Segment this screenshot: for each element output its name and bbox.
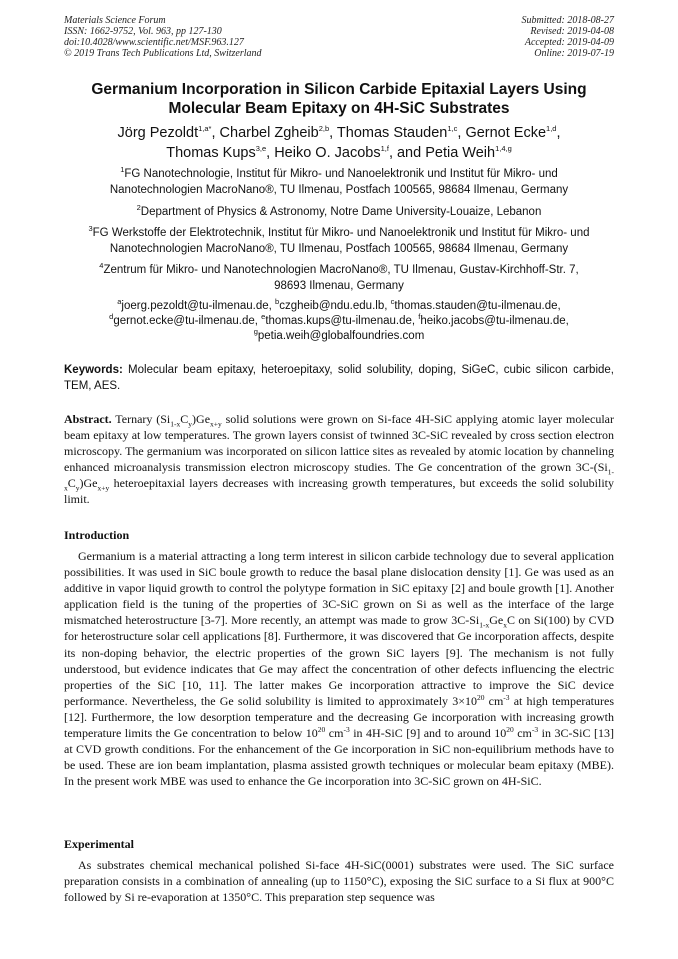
accepted-date: Accepted: 2019-04-09: [524, 37, 614, 48]
emails-line-1: [50, 299, 628, 314]
author-affil-mark: 2,b: [318, 124, 330, 134]
authors-line-1: [40, 123, 638, 143]
online-date: Online: 2019-07-19: [534, 48, 614, 59]
title-line-2: Molecular Beam Epitaxy on 4H-SiC Substrates: [168, 100, 510, 117]
superscript: -3: [503, 692, 510, 702]
affil-text: Nanotechnologien MacroNano®, TU Ilmenau, Postfach 100565, 98684 Ilmenau, Germany: [109, 184, 569, 196]
authors-line-2: [40, 143, 638, 163]
section-heading-introduction: Introduction: [64, 528, 130, 542]
body-text: Germanium is a material attracting a long term interest in silicon carbide technology due to several application possibilities. It was used in SiC boule growth to reduce the basal plane dislocation density [1]. Ge was used as an additive in vapor liquid growth to control the polytype formation in SiC epitaxy [2] and boule growth [1]. Another application field is the tuning of the properties of 3C-SiC grown on Si as well as the interface of the large mismatched heterostructure [3-7]. More recently, an attempt was made to grow 3C-Si: [64, 549, 614, 628]
affil-text: FG Werkstoffe der Elektrotechnik, Institut für Mikro- und Nanoelektronik und Institut für Mikro- und: [92, 227, 590, 239]
abstract-text: C: [67, 476, 76, 491]
email-mark: f: [418, 312, 421, 322]
author-affil-mark: 1,f: [380, 144, 389, 154]
introduction-paragraph: [64, 548, 614, 789]
subscript: x+y: [210, 419, 222, 429]
title-line-1: Germanium Incorporation in Silicon Carbide Epitaxial Layers Using: [91, 81, 587, 98]
paper-title: [50, 80, 628, 118]
affil-number: 2: [136, 203, 141, 213]
affil-number: 1: [120, 165, 125, 175]
keywords-label: Keywords:: [64, 364, 123, 376]
email-mark: g: [253, 327, 258, 337]
author-name: Petia Weih: [425, 145, 496, 161]
affiliation-line: [50, 262, 628, 278]
email-mark: d: [109, 312, 114, 322]
journal-name: Materials Science Forum: [64, 15, 166, 26]
email-address[interactable]: thomas.stauden@tu-ilmenau.de,: [394, 300, 561, 312]
email-mark: b: [275, 297, 280, 307]
author-name: Charbel Zgheib: [219, 125, 319, 141]
author-name: Thomas Stauden: [336, 125, 448, 141]
affil-text: FG Nanotechnologie, Institut für Mikro- und Nanoelektronik und Institut für Mikro- und: [124, 168, 558, 180]
abstract-text: solid solutions were grown on Si-face 4H-SiC applying atomic layer molecular beam epitaxy at low temperatures. The grown layers consist of twinned 3C-SiC revealed by cross section electron microscopy. The germanium was incorporated on silicon lattice sites as revealed by atomic location by channeling enhanced microanalysis transmission electron microscopy studies. The Ge concentration of the grown 3C-(Si: [64, 412, 614, 475]
issn: ISSN: 1662-9752, Vol. 963, pp 127-130: [64, 26, 222, 37]
author-separator: ,: [457, 125, 466, 141]
affiliation-1: [50, 166, 628, 198]
author-name: Gernot Ecke: [465, 125, 547, 141]
affiliation-2: [50, 204, 628, 220]
body-text: cm: [325, 726, 344, 741]
journal-header: [64, 15, 262, 59]
emails-line-2: [50, 314, 628, 329]
affil-number: 4: [99, 261, 104, 271]
body-text: Ge: [489, 613, 504, 628]
emails-line-3: [50, 329, 628, 344]
author-affil-mark: 1,d: [546, 124, 557, 134]
copyright: © 2019 Trans Tech Publications Ltd, Switzerland: [64, 48, 262, 59]
author-separator: ,: [266, 145, 275, 161]
subscript: 1-x: [64, 467, 614, 493]
superscript: 20: [506, 725, 514, 735]
author-name: Thomas Kups: [166, 145, 256, 161]
email-mark: a: [117, 297, 122, 307]
affil-text: Zentrum für Mikro- und Nanotechnologien MacroNano®, TU Ilmenau, Gustav-Kirchhoff-Str. 7,: [103, 264, 579, 276]
affil-text: 98693 Ilmenau, Germany: [274, 280, 404, 292]
author-list: [40, 123, 638, 163]
abstract-text: heteroepitaxial layers decreases with increasing growth temperatures, but exceeds the solid solubility limit.: [64, 476, 614, 507]
submitted-date: Submitted: 2018-08-27: [521, 15, 614, 26]
author-affil-mark: 1,a*: [198, 124, 212, 134]
affiliation-line: [50, 166, 628, 182]
author-separator: ,: [329, 125, 337, 141]
author-separator: ,: [211, 125, 220, 141]
author-separator: ,: [556, 125, 561, 141]
abstract-text: )Ge: [79, 476, 98, 491]
email-address[interactable]: joerg.pezoldt@tu-ilmenau.de,: [121, 300, 276, 312]
subscript: y: [188, 419, 193, 429]
author-name: Jörg Pezoldt: [117, 125, 199, 141]
email-mark: e: [261, 312, 266, 322]
subscript: 1-x: [170, 419, 181, 429]
affil-number: 3: [88, 224, 93, 234]
body-text: in 4H-SiC [9] and to around 10: [349, 726, 507, 741]
section-heading-experimental: Experimental: [64, 837, 134, 851]
author-affil-mark: 1,c: [447, 124, 458, 134]
affil-text: Department of Physics & Astronomy, Notre Dame University-Louaize, Lebanon: [140, 206, 542, 218]
affiliation-line: [50, 225, 628, 241]
affil-text: Nanotechnologien MacroNano®, TU Ilmenau, Postfach 100565, 98684 Ilmenau, Germany: [109, 243, 569, 255]
affiliation-3: [50, 225, 628, 257]
superscript: -3: [343, 725, 350, 735]
author-affil-mark: 3,e: [255, 144, 267, 154]
body-text: cm: [513, 726, 532, 741]
keywords: [64, 362, 614, 394]
author-name: Heiko O. Jacobs: [274, 145, 381, 161]
author-affil-mark: 1,4,g: [495, 144, 512, 154]
email-address[interactable]: petia.weih@globalfoundries.com: [257, 330, 425, 342]
abstract-text: Ternary (Si: [111, 412, 171, 426]
dates-header: [522, 15, 615, 59]
subscript: 1-x: [479, 620, 490, 630]
author-separator: , and: [388, 145, 426, 161]
superscript: 20: [476, 692, 485, 702]
subscript: x+y: [97, 483, 110, 493]
abstract-text: )Ge: [192, 412, 211, 426]
revised-date: Revised: 2019-04-08: [530, 26, 614, 37]
keywords-text: Molecular beam epitaxy, heteroepitaxy, solid solubility, doping, SiGeC, cubic silicon carbide, TEM, AES.: [64, 364, 614, 392]
subscript: y: [75, 483, 80, 493]
superscript: 20: [317, 725, 326, 735]
abstract-text: C: [180, 412, 189, 426]
email-address[interactable]: thomas.kups@tu-ilmenau.de,: [265, 315, 419, 327]
doi: doi:10.4028/www.scientific.net/MSF.963.127: [64, 37, 244, 48]
affiliation-line: [50, 204, 628, 220]
affiliation-4: [50, 262, 628, 294]
body-text: C on Si(100) by CVD for heterostructure solar cell applications [8]. Furthermore, it was discovered that Ge incorporation affects, despite its non-doping behavior, the electric properties of the grown SiC layers [9]. The mechanism is not fully understood, but evidence indicates that Ge may affect the concentration of other defects influencing the electric properties of the SiC [10, 11]. The latter makes Ge incorporation attractive to improve the SiC device performance. Nevertheless, the Ge solid solubility is limited to approximately 3×10: [64, 613, 614, 708]
body-text: cm: [484, 693, 504, 708]
email-address[interactable]: czgheib@ndu.edu.lb,: [279, 300, 391, 312]
subscript: x: [503, 620, 508, 630]
superscript: -3: [531, 725, 539, 735]
experimental-paragraph: As substrates chemical mechanical polished Si-face 4H-SiC(0001) substrates were used. The SiC surface preparation consists in a combination of annealing (up to 1150°C), exposing the SiC surface to a Si flux at 900°C followed by Si re-evaporation at 1350°C. This preparation step sequence was: [64, 858, 614, 905]
email-address[interactable]: heiko.jacobs@tu-ilmenau.de,: [420, 315, 569, 327]
email-address[interactable]: gernot.ecke@tu-ilmenau.de,: [113, 315, 262, 327]
abstract: [64, 411, 614, 508]
abstract-label: Abstract.: [64, 412, 112, 426]
body-text: in 3C-SiC [13] at CVD growth conditions. For the enhancement of the Ge incorporation in SiC non-equilibrium methods have to be used. These are ion beam implantation, plasma assisted growth techniques or molecular beam epitaxy (MBE). In the present work MBE was used to enhance the Ge incorporation into 3C-SiC grown on 4H-SiC.: [64, 726, 614, 789]
body-text: at high temperatures [12]. Furthermore, the low desorption temperature and the decreasing Ge incorporation with increasing growth temperature limits the Ge concentration to below 10: [64, 693, 614, 741]
email-list: [50, 299, 628, 344]
email-mark: c: [390, 297, 395, 307]
